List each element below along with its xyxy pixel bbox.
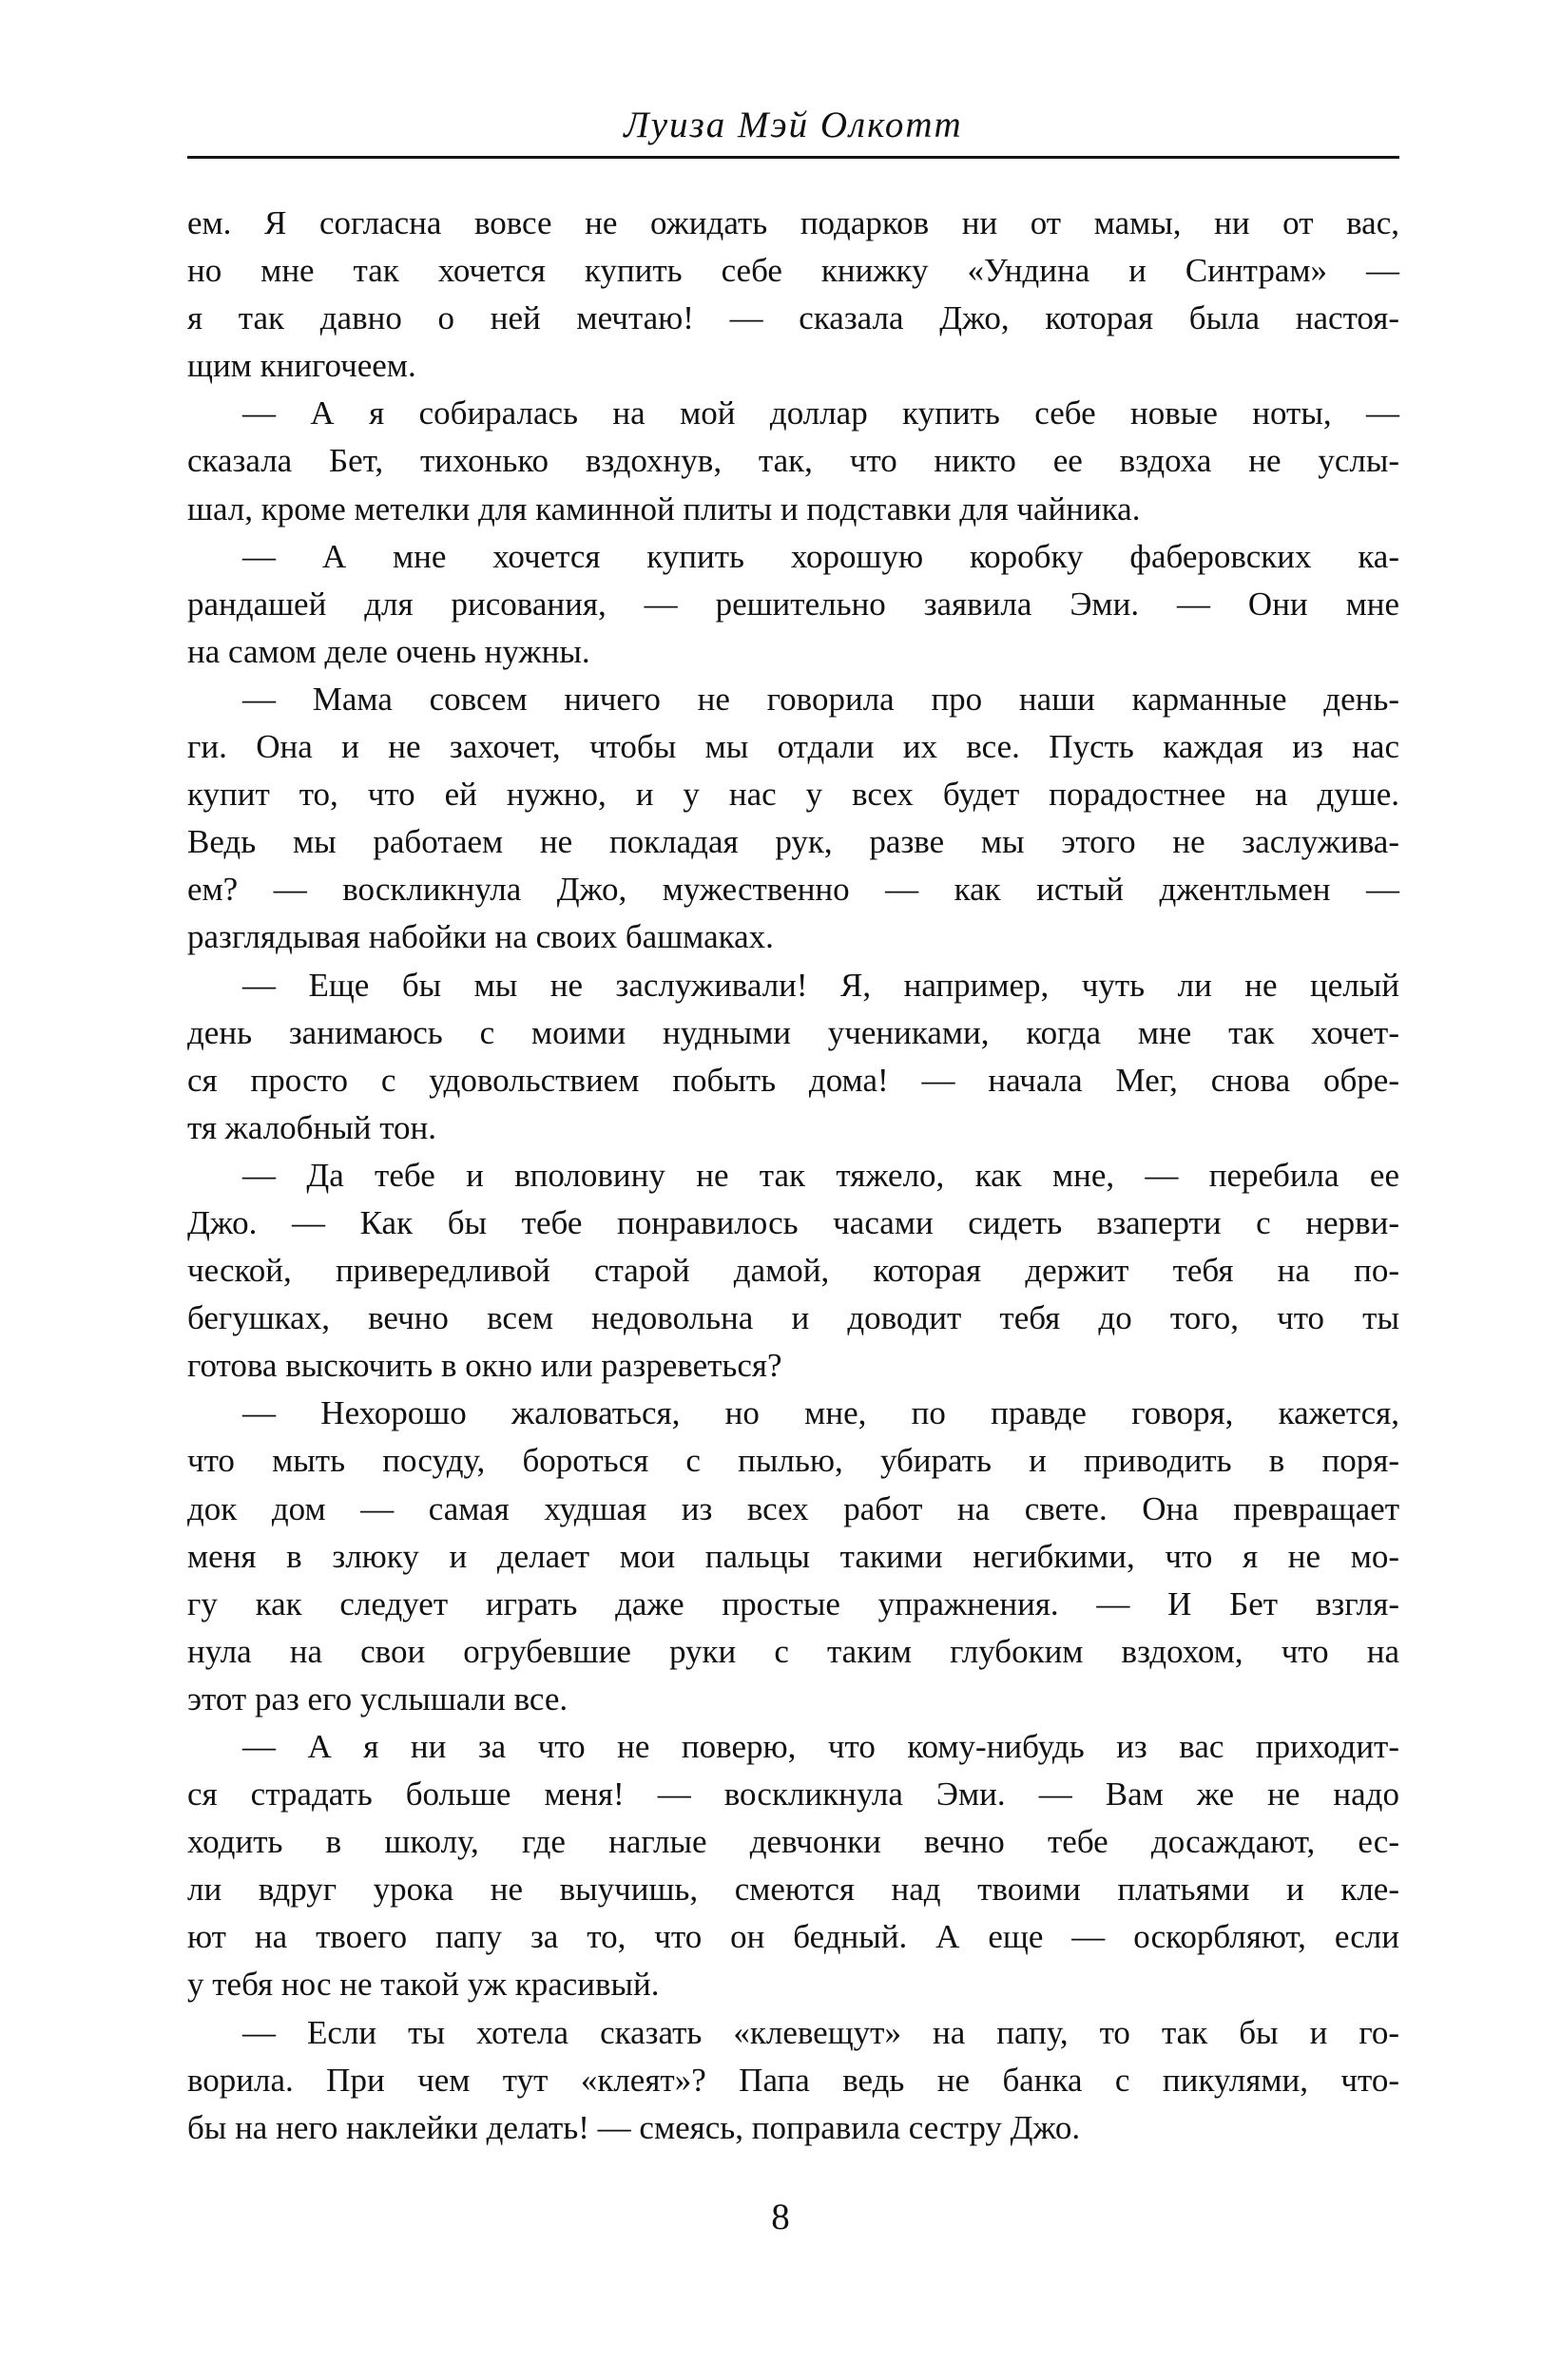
author-name: Луиза Мэй Олкотт [624, 105, 963, 145]
running-header [187, 105, 1399, 159]
page-number: 8 [771, 2197, 790, 2237]
text-line: шал, кроме метелки для каминной плиты и подставки для чайника. [187, 489, 1141, 528]
text-line: у тебя нос не такой уж красивый. [187, 1966, 660, 2004]
text-line: ем. Я согласна вовсе не ожидать подарков ни от мамы, ни от вас, [187, 204, 1399, 241]
text-line: — А мне хочется купить хорошую коробку фаберовских ка- [242, 537, 1399, 575]
text-line: — Нехорошо жаловаться, но мне, по правде говоря, кажется, [242, 1394, 1399, 1432]
text-line: но мне так хочется купить себе книжку «Ундина и Синтрам» — [187, 252, 1399, 290]
text-line: гу как следует играть даже простые упражнения. — И Бет взгля- [187, 1584, 1399, 1622]
text-line: на самом деле очень нужны. [187, 632, 590, 670]
text-line: — А я собиралась на мой доллар купить себе новые ноты, — [242, 394, 1399, 432]
text-line: купит то, что ей нужно, и у нас у всех будет порадостнее на душе. [187, 776, 1399, 814]
text-line: — Мама совсем ничего не говорила про наши карманные день- [242, 680, 1399, 718]
text-line: — Еще бы мы не заслуживали! Я, например, чуть ли не целый [242, 966, 1399, 1004]
text-line: ги. Она и не захочет, чтобы мы отдали их все. Пусть каждая из нас [187, 728, 1399, 766]
text-line: ем? — воскликнула Джо, мужественно — как истый джентльмен — [187, 871, 1399, 909]
text-line: ся страдать больше меня! — воскликнула Эми. — Вам же не надо [187, 1775, 1399, 1814]
text-line: ходить в школу, где наглые девчонки вечно тебе досаждают, ес- [187, 1823, 1399, 1861]
text-line: день занимаюсь с моими нудными учениками, когда мне так хочет- [187, 1013, 1399, 1051]
text-line: Джо. — Как бы тебе понравилось часами сидеть взаперти с нерви- [187, 1203, 1399, 1241]
text-line: — Если ты хотела сказать «клевещут» на папу, то так бы и го- [242, 2013, 1399, 2051]
text-line: что мыть посуду, бороться с пылью, убирать и приводить в поря- [187, 1442, 1399, 1480]
text-line: бы на него наклейки делать! — смеясь, поправила сестру Джо. [187, 2108, 1081, 2146]
text-line: сказала Бет, тихонько вздохнув, так, что никто ее вздоха не услы- [187, 442, 1399, 480]
text-line: я так давно о ней мечтаю! — сказала Джо, которая была настоя- [187, 299, 1399, 337]
text-line: — Да тебе и вполовину не так тяжело, как мне, — перебила ее [242, 1156, 1399, 1194]
text-line: ся просто с удовольствием побыть дома! — начала Мег, снова обре- [187, 1061, 1399, 1099]
body-text [187, 200, 1399, 2152]
text-line: нула на свои огрубевшие руки с таким глубоким вздохом, что на [187, 1632, 1399, 1670]
text-line: щим книгочеем. [187, 347, 416, 385]
text-line: меня в злюку и делает мои пальцы такими негибкими, что я не мо- [187, 1537, 1399, 1575]
text-line: — А я ни за что не поверю, что кому-нибудь из вас приходит- [242, 1728, 1399, 1765]
text-line: этот раз его услышали все. [187, 1679, 569, 1718]
text-line: готова выскочить в окно или разреветься? [187, 1347, 782, 1385]
text-line: ли вдруг урока не выучишь, смеются над твоими платьями и кле- [187, 1871, 1399, 1909]
text-line: Ведь мы работаем не покладая рук, разве мы этого не заслужива- [187, 823, 1399, 861]
text-line: бегушках, вечно всем недовольна и доводит тебя до того, что ты [187, 1299, 1399, 1337]
text-line: ворила. При чем тут «клеят»? Папа ведь не банка с пикулями, что- [187, 2061, 1399, 2099]
text-line: разглядывая набойки на своих башмаках. [187, 918, 774, 956]
text-line: рандашей для рисования, — решительно заявила Эми. — Они мне [187, 585, 1399, 623]
text-line: ческой, привередливой старой дамой, которая держит тебя на по- [187, 1252, 1399, 1290]
text-line: ют на твоего папу за то, что он бедный. А еще — оскорбляют, если [187, 1918, 1399, 1956]
text-line: док дом — самая худшая из всех работ на свете. Она превращает [187, 1489, 1399, 1527]
text-line: тя жалобный тон. [187, 1108, 437, 1146]
